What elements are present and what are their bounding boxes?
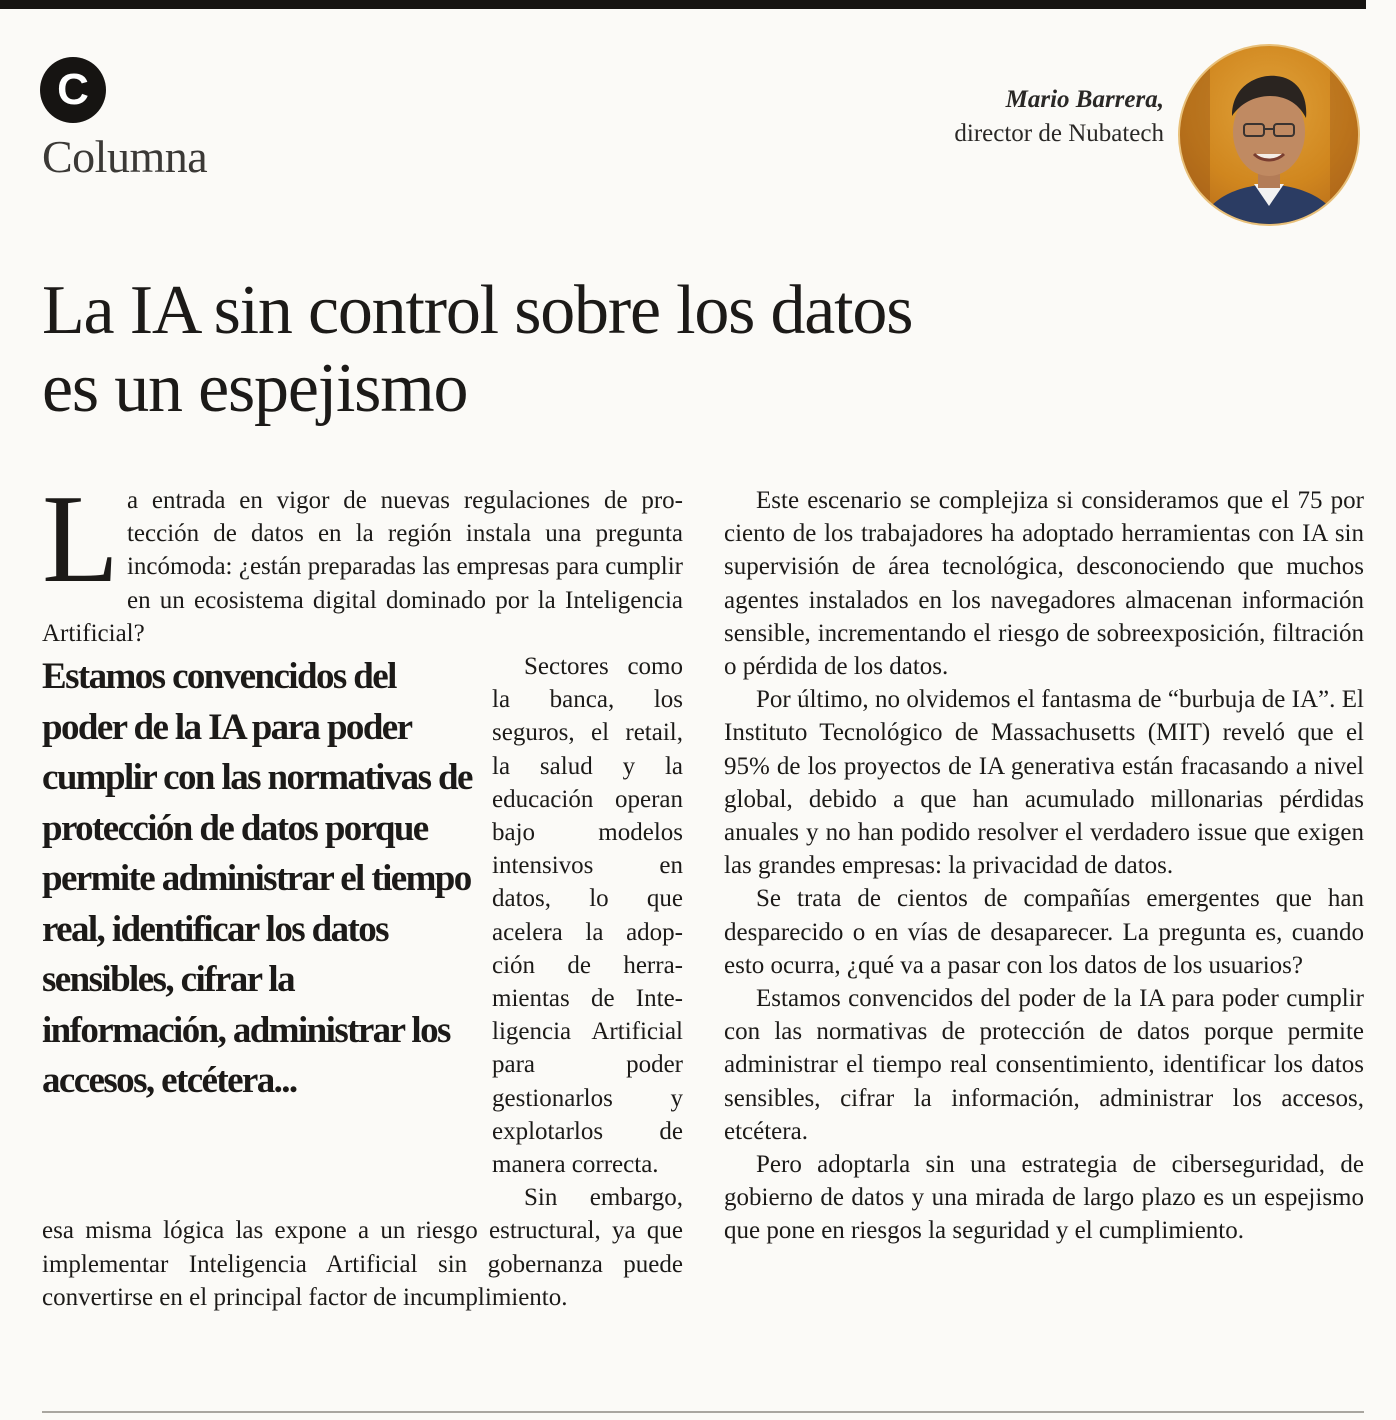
author-role: director de Nubatech bbox=[954, 120, 1164, 147]
drop-cap: L bbox=[42, 470, 119, 609]
left-column bbox=[42, 470, 683, 1314]
paragraph-conviction: Estamos convencidos del poder de la IA para poder cumplir con las normativas de protección de datos porque permite administrar el tiempo real consentimiento, identificar los datos sensibles, cifrar la información, administrar los accesos, etcétera. bbox=[724, 985, 1364, 1145]
section-badge bbox=[40, 57, 106, 123]
headline bbox=[42, 272, 1142, 428]
section-label: Columna bbox=[42, 131, 208, 182]
intro-paragraph bbox=[42, 470, 683, 650]
bottom-rule bbox=[42, 1411, 1364, 1413]
headline-line-2: es un espejismo bbox=[42, 350, 468, 427]
top-rule bbox=[0, 0, 1366, 9]
section-badge-letter: C bbox=[57, 65, 89, 114]
paragraph-scenario: Este escenario se complejiza si consideramos que el 75 por ciento de los trabajadores ha adoptado herramientas con IA sin supervisión de área tecnológica, desconociendo que muchos agentes instalados en los navegadores almacenan información sensible, incrementando el riesgo de sobreexposición, filtración o pérdida de los datos. bbox=[724, 487, 1364, 681]
paragraph-ai-bubble: Por último, no olvidemos el fantasma de “burbuja de IA”. El Instituto Tecnológico de Massachusetts (MIT) reveló que el 95% de los proyectos de IA generativa están fracasando a nivel global, debido a que han acumulado millonarias pérdidas anuales y no han podido resolver el verdadero issue que exigen las grandes empresas: la privacidad de datos. bbox=[724, 686, 1364, 880]
paragraph-risk: Sin embargo, esa misma lógica las expone a un riesgo estructural, ya que implementar Inteligencia Artificial sin gobernanza puede convertirse en el principal factor de incumplimiento. bbox=[42, 1184, 683, 1311]
author-portrait bbox=[1178, 44, 1360, 226]
author-name: Mario Barrera, bbox=[1005, 86, 1164, 113]
right-column bbox=[724, 484, 1364, 1248]
pull-quote: Estamos convencidos del poder de la IA para poder cumplir con las normativas de protección de datos porque permite administrar el tiempo real, identificar los datos sensibles, cifrar la información, administrar los accesos, etcétera... bbox=[42, 656, 472, 1102]
paragraph-sectors: Sectores como la banca, los seguros, el retail, la salud y la educación operan bajo modelos intensivos en datos, lo que acelera la adopción de herramientas de Inteligencia Artificial para poder gestionarlos y explotarlos de manera correcta. bbox=[492, 653, 683, 1179]
paragraph-startups: Se trata de cientos de compañías emergentes que han desparecido o en vías de desaparecer. La pregunta es, cuando esto ocurra, ¿qué va a pasar con los datos de los usuarios? bbox=[724, 885, 1364, 979]
portrait-illustration bbox=[1180, 46, 1358, 224]
paragraph-conclusion: Pero adoptarla sin una estrategia de ciberseguridad, de gobierno de datos y una mirada de largo plazo es un espejismo que pone en riesgos la seguridad y el cumplimiento. bbox=[724, 1151, 1364, 1245]
headline-line-1: La IA sin control sobre los datos bbox=[42, 272, 913, 349]
intro-text: a entrada en vigor de nuevas regulaciones de protección de datos en la región instala una pregunta incómoda: ¿están preparadas las empresas para cumplir en un ecosistema digital dominado por la Inteligencia Artificial? bbox=[42, 487, 683, 647]
